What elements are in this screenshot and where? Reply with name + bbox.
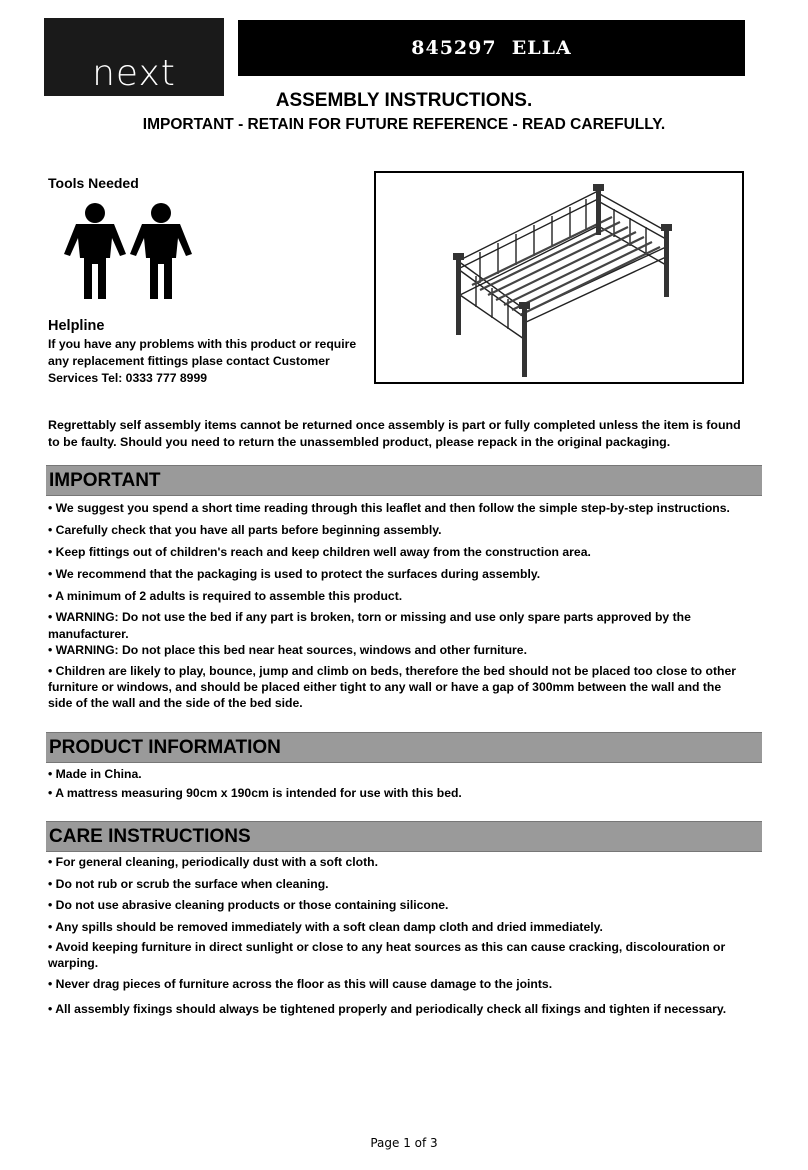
returns-notice [48,417,764,451]
two-adults-icon [62,202,194,302]
list-item: • Children are likely to play, bounce, jump and climb on beds, therefore the bed should not be placed too close to other [48,664,736,678]
important-heading: IMPORTANT [46,465,762,496]
product-code-bar [238,20,745,76]
list-item: side of the wall and the side of the bed side. [48,696,303,710]
list-item: warping. [48,956,99,970]
list-item: • We suggest you spend a short time reading through this leaflet and then follow the simple step-by-step instructions. [48,501,730,515]
product-code: 845297 ELLA [411,37,572,59]
page-number: Page 1 of 3 [370,1136,438,1150]
brand-logo-text: next [92,53,176,94]
page-subtitle-text: IMPORTANT - RETAIN FOR FUTURE REFERENCE - READ CAREFULLY. [142,116,666,133]
helpline-line: Services Tel: 0333 777 8999 [48,371,208,385]
page-title [0,90,808,112]
list-item: • We recommend that the packaging is used to protect the surfaces during assembly. [48,567,541,581]
care-heading: CARE INSTRUCTIONS [46,821,762,852]
returns-line: Regrettably self assembly items cannot be returned once assembly is part or fully completed unless the item is found [48,418,741,432]
list-item: furniture or windows, and should be placed either tight to any wall or have a gap of 300mm between the wall and the [48,680,722,694]
list-item: • Carefully check that you have all parts before beginning assembly. [48,523,442,537]
daybed-illustration [376,173,742,382]
list-item: • Do not rub or scrub the surface when cleaning. [48,877,329,891]
list-item: • All assembly fixings should always be tightened properly and periodically check all fixings and tighten if necessary. [48,1002,727,1016]
list-item: • For general cleaning, periodically dust with a soft cloth. [48,855,378,869]
list-item: • WARNING: Do not use the bed if any part is broken, torn or missing and use only spare parts approved by the [48,610,691,624]
helpline-line: any replacement fittings plase contact Customer [48,354,330,368]
product-illustration-frame [374,171,744,384]
list-item: • WARNING: Do not place this bed near heat sources, windows and other furniture. [48,643,527,657]
helpline-line: If you have any problems with this product or require [48,337,357,351]
brand-logo [44,18,224,96]
helpline-label: Helpline [48,318,105,334]
list-item: • Any spills should be removed immediately with a soft clean damp cloth and dried immediately. [48,920,603,934]
tools-label: Tools Needed [48,175,139,191]
product-info-heading: PRODUCT INFORMATION [46,732,762,763]
page-title-text: ASSEMBLY INSTRUCTIONS. [275,90,533,111]
list-item: • Do not use abrasive cleaning products or those containing silicone. [48,898,449,912]
list-item: • A minimum of 2 adults is required to assemble this product. [48,589,403,603]
list-item: • A mattress measuring 90cm x 190cm is intended for use with this bed. [48,786,462,800]
list-item: • Made in China. [48,767,142,781]
list-item: manufacturer. [48,627,129,641]
helpline-text [48,336,378,387]
page-subtitle [0,116,808,134]
list-item: • Never drag pieces of furniture across the floor as this will cause damage to the joints. [48,977,553,991]
returns-line: to be faulty. Should you need to return the unassembled product, please repack in the original packaging. [48,435,671,449]
list-item: • Keep fittings out of children's reach and keep children well away from the construction area. [48,545,591,559]
list-item: • Avoid keeping furniture in direct sunlight or close to any heat sources as this can cause cracking, discolouration or [48,940,726,954]
